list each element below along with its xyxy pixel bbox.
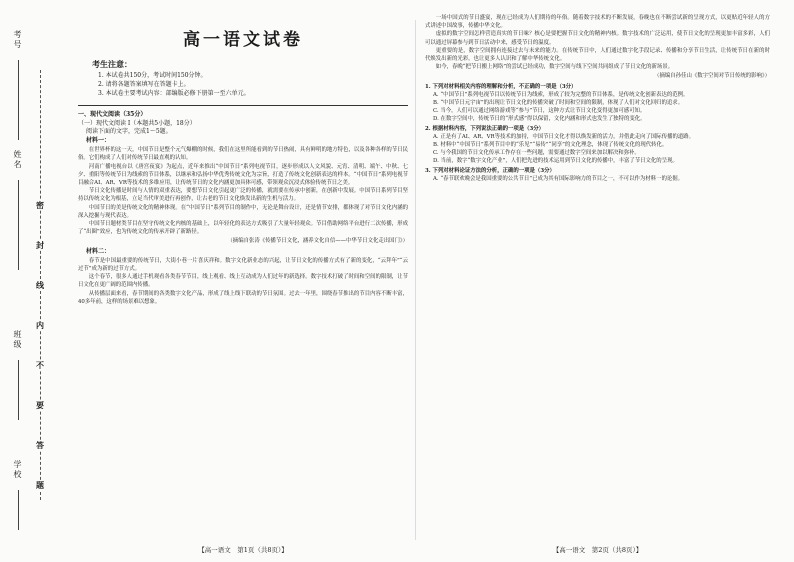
option: A. “春节联欢晚会是我国重要的公共节日”已成为其有国际影响力的节目之一，不可以作为材料一的论据。	[433, 175, 684, 182]
paragraph: 如今，春晚“把节日搬上网络”的尝试已经成功，数字空间与线下空间共同组成了节日文化的新场景。	[435, 64, 674, 71]
class-label: 班级	[13, 330, 22, 350]
name-line	[18, 180, 19, 270]
page-footer: 【高一语文 第1页（共8页）】	[198, 546, 288, 554]
seal-mark: 线	[36, 280, 44, 290]
notice-item: 2. 请将各题答案填写在答题卡上。	[98, 81, 190, 89]
name-label: 姓名	[13, 150, 22, 170]
school-line	[18, 490, 19, 530]
question: 2. 根据材料内容，下列说法正确的一项是（3分）	[425, 125, 545, 132]
seal-mark: 题	[36, 480, 44, 490]
paragraph: 一场中国式的节日盛宴，现在已经成为人们期待的年俗。随着数字技术的不断发展，春晚也在不断尝试新的呈现方式，以更贴近年轻人的方式讲述中国故事，传播中华文化。	[425, 15, 770, 30]
divider-line	[78, 105, 408, 106]
seal-mark: 封	[36, 240, 44, 250]
section-heading: 一、现代文阅读（35分）	[78, 111, 147, 119]
notice-heading: 考生注意：	[92, 59, 132, 70]
paragraph: 节日文化传播是时间与人情的双重表达，要想节日文化引起更广泛的传播，就需要在传承中创新，在创新中发展。中国节日系列节目坚持以传统文化为根基，立足当代审美进行再创作，让古老的节日文化焕发出新的生机与活力。	[78, 188, 408, 203]
page-one	[78, 14, 408, 306]
question: 1. 下列对材料相关内容的理解和分析，不正确的一项是（3分）	[425, 83, 577, 90]
paragraph: 中国节日题材类节目在坚守传统文化内核的基础上，以年轻化的表达方式吸引了大量年轻观众。节目借助网络平台进行二次传播，形成了“出圈”效应，也为传统文化的传承开辟了新路径。	[78, 221, 408, 236]
paragraph: 中国节日的美是传统文化的精神体现。在“中国节日”系列节目的制作中，无论是舞台设计，还是情节安排，都体现了对节日文化内涵的深入挖掘与现代表达。	[78, 204, 408, 219]
paragraph: 虚拟的数字空间怎样营造真实的节日味？核心是要把握节日文化的精神内核。数字技术的广泛运用，使节日文化的呈现更加丰富多彩，人们可以通过屏幕参与到节日活动中来，感受节日的温度。	[425, 31, 770, 46]
paragraph: 这个春节，很多人通过手机观看各类春节节目，线上观看、线上互动成为人们过年的新选择。数字技术打破了时间和空间的限制，让节日文化在更广阔的范围内传播。	[78, 274, 408, 289]
option: D. 当前，数字“数字文化产业”，人们把先进的技术运用到节日文化的传播中，丰富了节日文化的呈现。	[433, 158, 678, 165]
exam-number-line	[18, 60, 19, 140]
seal-mark: 不	[36, 360, 44, 370]
paragraph: 春节是中国最重要的传统节日，大街小巷一片喜庆祥和。数字文化新业态的兴起，让节日文化的传播方式有了新的变化，“云拜年”“云过节”成为新的过节方式。	[78, 257, 408, 273]
instruction: 阅读下面的文字，完成1～5题。	[86, 127, 172, 135]
paragraph: 从传播层面来看，春节期间的各类数字文化产品，形成了线上线下联动的节日氛围。过去一年里，围绕春节推出的节目内容不断丰富，40多年前，这样的场景难以想象。	[78, 290, 408, 305]
material-label: 材料二：	[86, 247, 111, 255]
paragraph: 在世界杯的这一天，中国节日是整个元气爆棚的时候，我们在这里所能看到的节日热闹，具有鲜明的地方特色，以及各种各样的节日民俗。它们构成了人们对传统节日最直观的认知。	[78, 147, 408, 162]
source-citation: （摘编自孙佳山《数字空间对节日传统的影响》）	[654, 73, 770, 80]
notice-item: 3. 本试卷主要考试内容：部编版必修下册第一至六单元。	[98, 90, 250, 98]
exam-number-label: 考号	[13, 30, 22, 50]
option: C. 与今我国的节日文化传承工作存在一些问题，需要通过数字空间来加以解决和弥补。	[433, 150, 640, 157]
option: A. “中国节日”系列电视节目以传统节日为线索，形成了较为完整的节目体系，是传统文化创新表达的范例。	[433, 91, 689, 98]
page-footer: 【高一语文 第2页（共8页）】	[552, 546, 643, 554]
option: D. 在数字空间中，传统节日的“形式感”得以保留，文化内涵和形式也发生了独特的变化。	[433, 116, 646, 123]
source-citation: （摘编自张涛《传播节日文化，涵养文化自信——中华节日文化走出国门》）	[227, 238, 408, 245]
seal-mark: 内	[36, 320, 44, 330]
option: B. “中国节日元宇宙”的出现让节日文化的传播突破了时间和空间的限制，体现了人们对文化回归的追求。	[433, 100, 684, 107]
page-two	[425, 14, 770, 183]
seal-mark: 答	[36, 440, 44, 450]
notice-item: 1. 本试卷共150分，考试时间150分钟。	[98, 72, 207, 80]
binding-strip	[0, 0, 56, 562]
option: A. 正是有了AI、AR、VR等技术的加持，中国节日文化才得以焕发新的活力，并借此走向了国际传播的道路。	[433, 133, 695, 140]
seal-mark: 密	[36, 200, 44, 210]
paragraph: 更重要的是，数字空间拥有连接过去与未来的能力。在传统节日中，人们通过数字化手段记录、传播和分享节日生活，让传统节日在新的时代焕发出新的光彩，也让更多人认识和了解中华传统文化。	[425, 47, 770, 63]
material-label: 材料一：	[86, 137, 111, 145]
option: B. 材料中“中国节日”系列节目中的“乐见”“易传”“同享”的文化理念，体现了传统文化的现代转化。	[433, 142, 668, 149]
seal-mark: 要	[36, 400, 44, 410]
subsection-heading: （一）现代文阅读 I（本题共5小题，18分）	[78, 119, 196, 127]
question: 3. 下列对材料论证方法的分析，正确的一项是（3分）	[425, 167, 555, 174]
paragraph: 河南广播电视台以《唐宫夜宴》为起点，近年来推出“中国节日”系列电视节目，逐步形成以人文风貌、元宵、清明、端午、中秋、七夕、重阳等传统节日为线索的节目体系，以继承和弘扬中华优秀传统文化为宗旨，打造了传统文化创新表达的样本。“中国节日”系列电视节目融合AI、AR、VR等技术的多维应用，让传统节日的文化内涵更加具体可感，带领观众沉浸式体验传统节日之美。	[78, 163, 408, 187]
exam-title: 高一语文试卷	[183, 30, 303, 50]
school-label: 学校	[13, 460, 22, 480]
class-line	[18, 360, 19, 420]
option: C. 当今，人们可以通过网络游戏等“参与”节日，这种方式让节日文化变得更加可感可知。	[433, 108, 646, 115]
page-divider	[415, 20, 416, 540]
